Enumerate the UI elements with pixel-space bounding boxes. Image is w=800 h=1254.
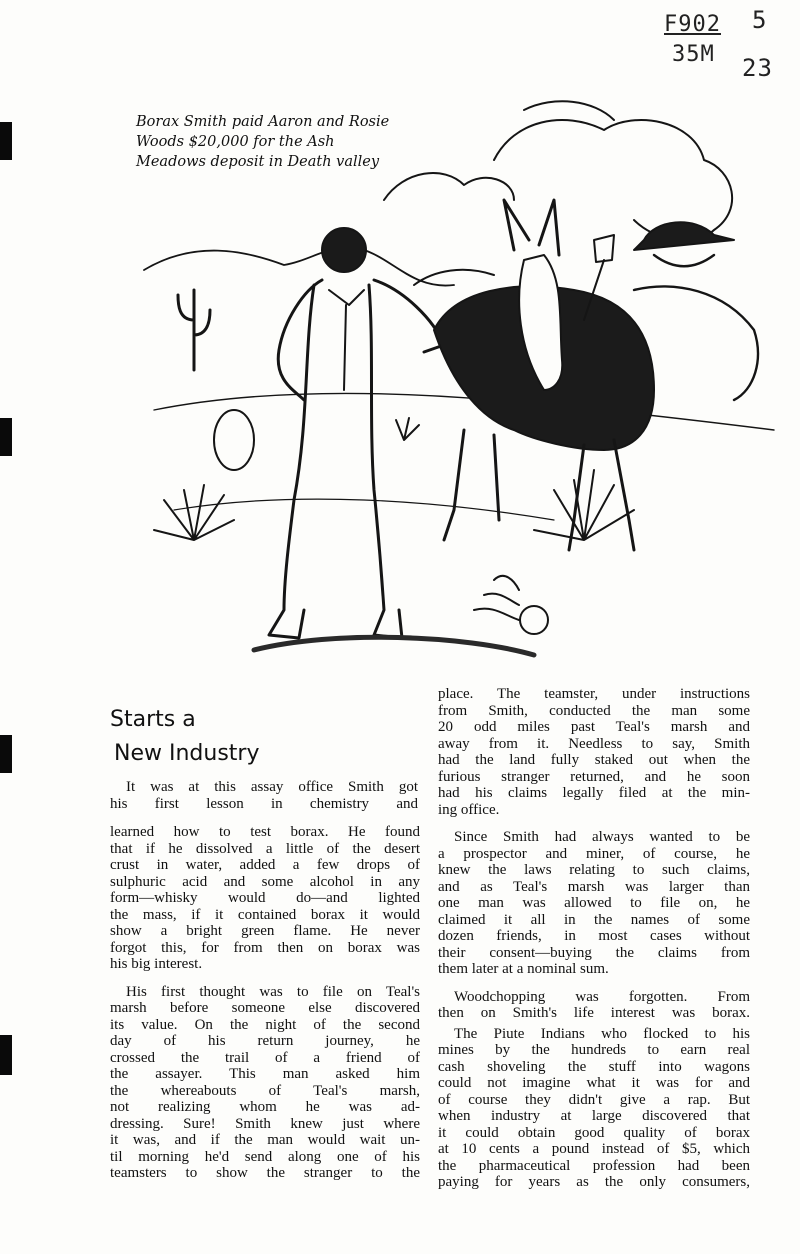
prospector-and-burro-illustration [134,90,780,690]
text-line: its value. On the night of the second [110,1016,420,1033]
handwritten-page-number: 23 [742,54,773,82]
text-line: could not imagine what it was for and [438,1075,750,1091]
text-line: one man was allowed to file on, he [438,895,750,911]
text-line: His first thought was to file on Teal's [126,983,420,1000]
text-line: sulphuric acid and some alcohol in any [110,873,420,890]
handwritten-code: 35M [672,42,715,67]
text-line: the assayer. This man asked him [110,1066,420,1082]
punch-mark-bottom [0,1035,12,1075]
text-line: of course they didn't give a rap. But [438,1091,750,1108]
text-line: forgot this, for from then on borax was [110,939,420,956]
headline-line-2: New Industry [114,741,260,766]
text-line: Woodchopping was forgotten. From [454,988,750,1005]
text-line: place. The teamster, under instructions [438,686,750,702]
text-line: away from it. Needless to say, Smith [438,735,750,752]
text-line: dressing. Sure! Smith knew just where [110,1115,420,1132]
text-line: show a bright green flame. He never [110,923,420,939]
text-line: knew the laws relating to such claims, [438,862,750,878]
text-line: til morning he'd send along one of his [110,1148,420,1165]
text-line: teamsters to show the stranger to the [110,1165,420,1181]
text-line: their consent—buying the claims from [438,944,750,961]
text-line: the mass, if it contained borax it would [110,906,420,923]
text-line: paying for years as the only consumers, [438,1174,750,1190]
text-line: claimed it all in the names of some [438,911,750,928]
text-line: it could obtain good quality of borax [438,1124,750,1141]
text-line: the whereabouts of Teal's marsh, [110,1082,420,1099]
text-line: cash shoveling the stuff into wagons [438,1058,750,1075]
text-line: Since Smith had always wanted to be [454,829,750,845]
text-line: marsh before someone else discovered [110,1000,420,1016]
punch-mark-middle [0,418,12,456]
headline-line-1: Starts a [110,707,196,732]
handwritten-file-code: F902 [664,12,721,37]
text-line: It was at this assay office Smith got [126,779,418,795]
left-column-body [110,824,420,1182]
punch-mark-lower [0,735,12,773]
handwritten-number: 5 [752,6,768,34]
article-headline [110,703,410,771]
text-line: that if he dissolved a little of the desert [110,840,420,857]
text-line: when industry at large discovered that [438,1108,750,1124]
text-line: 20 odd miles past Teal's marsh and [438,719,750,735]
text-line: it was, and if the man would wait un- [110,1132,420,1148]
text-line: the pharmaceutical profession had been [438,1157,750,1174]
text-line: crossed the trail of a friend of [110,1049,420,1066]
text-line: at 10 cents a pound instead of $5, which [438,1141,750,1157]
text-line: had the land fully staked out when the [438,752,750,768]
illustration-caption: Borax Smith paid Aaron and Rosie Woods $20,000 for the Ash Meadows deposit in Death valley [136,114,390,170]
text-line: and as Teal's marsh was larger than [438,878,750,895]
text-line: his big interest. [110,956,203,972]
text-line: furious stranger returned, and he soon [438,768,750,785]
text-line: a prospector and miner, of course, he [438,845,750,862]
right-column-body [438,686,750,1191]
text-line: crust in water, added a few drops of [110,857,420,873]
text-line: mines by the hundreds to earn real [438,1042,750,1058]
text-line: from Smith, conducted the man some [438,702,750,719]
text-line: The Piute Indians who flocked to his [454,1025,750,1042]
text-line: dozen friends, in most cases without [438,928,750,944]
text-line: learned how to test borax. He found [110,824,420,840]
text-line: had his claims legally filed at the min- [438,785,750,801]
text-line: day of his return journey, he [110,1033,420,1049]
punch-mark-top [0,122,12,160]
text-line: ing office. [438,801,500,818]
text-line: form—whisky would do—and lighted [110,890,420,906]
text-line: them later at a nominal sum. [438,961,609,977]
text-line: not realizing whom he was ad- [110,1099,420,1115]
text-line: his first lesson in chemistry and [110,795,418,812]
text-line: then on Smith's life interest was borax. [438,1005,750,1021]
left-column-lead [110,779,418,812]
